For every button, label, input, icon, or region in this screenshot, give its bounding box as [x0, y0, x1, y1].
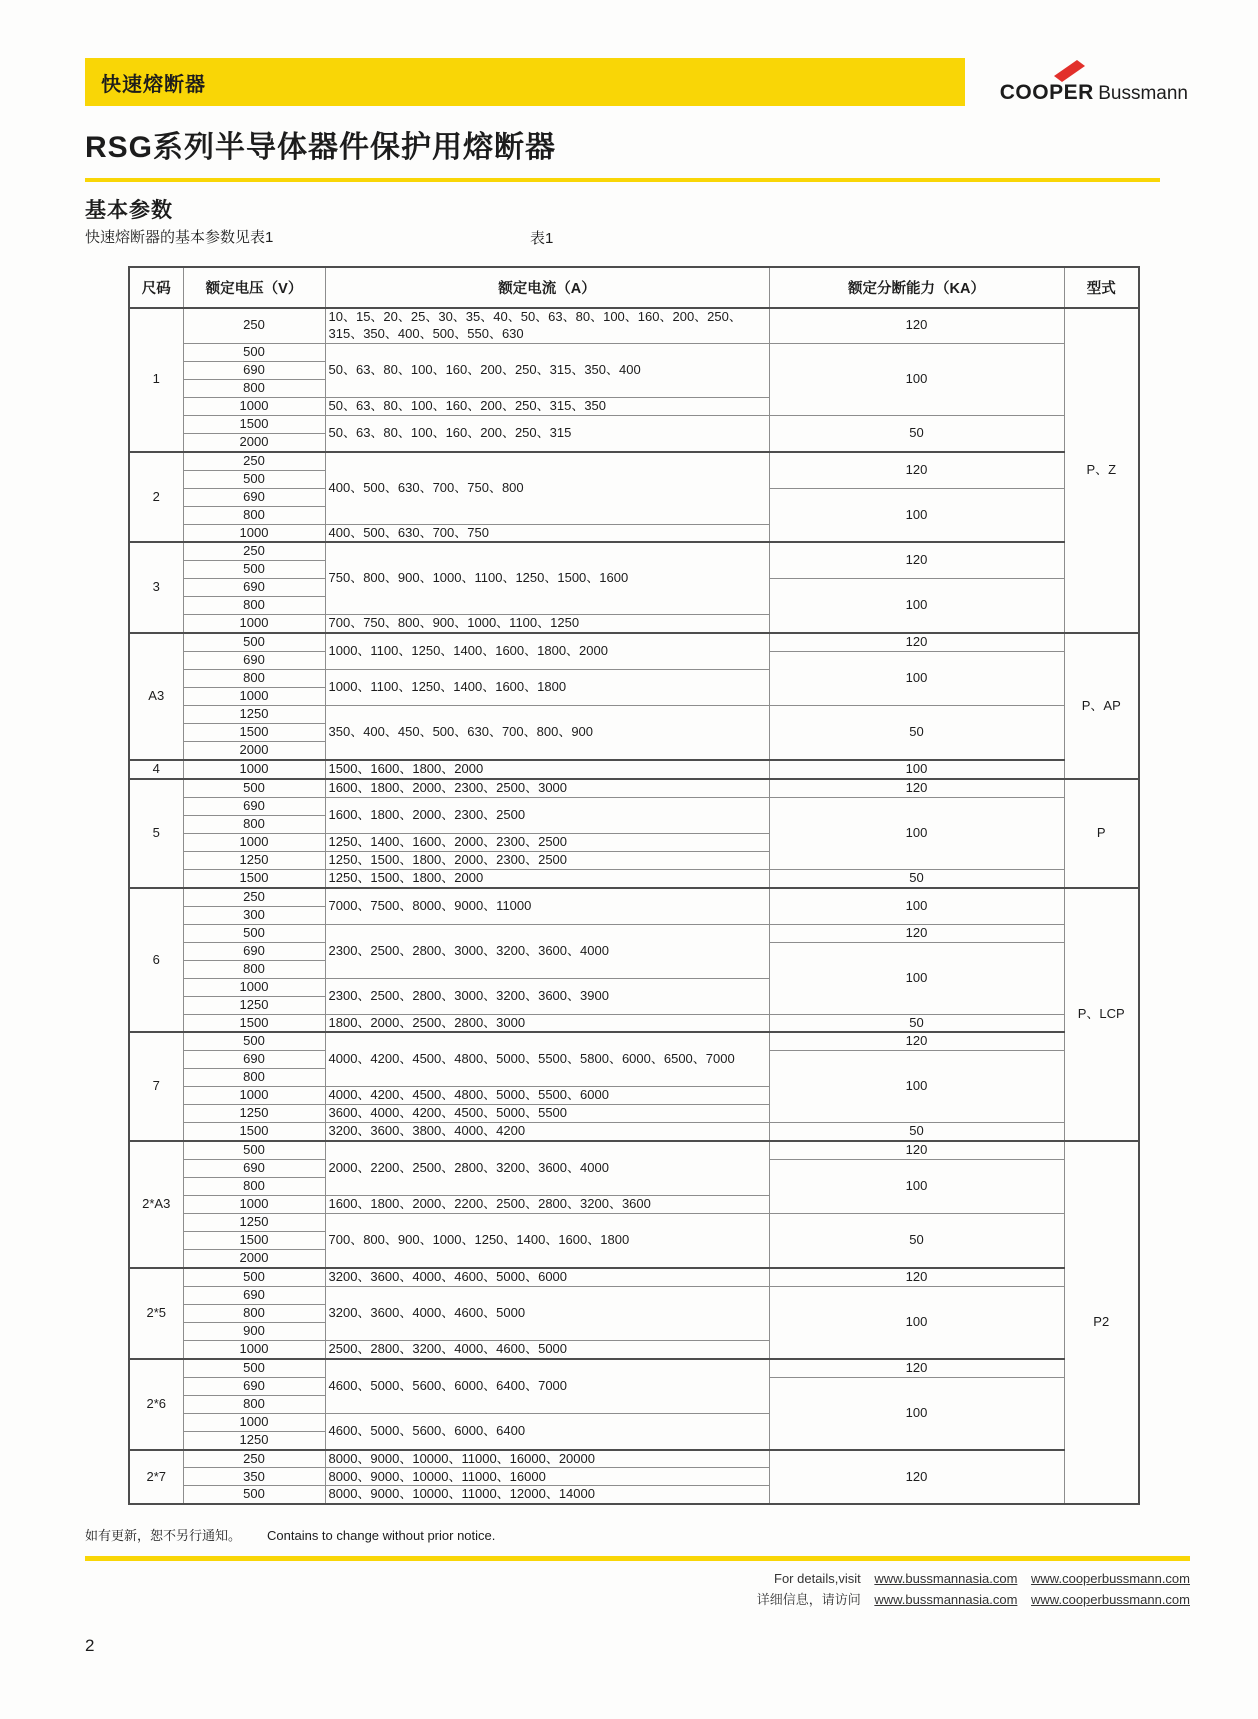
cell-v: 1000: [183, 524, 325, 542]
cell-v: 800: [183, 1395, 325, 1413]
cell-v: 800: [183, 1178, 325, 1196]
cell-v: 500: [183, 470, 325, 488]
cell-v: 1000: [183, 760, 325, 779]
cell-size: 2*A3: [129, 1141, 183, 1268]
cell-v: 690: [183, 797, 325, 815]
table-row: [129, 452, 1139, 470]
table-row: [129, 779, 1139, 797]
cell-v: 300: [183, 906, 325, 924]
cell-v: 800: [183, 960, 325, 978]
cell-size: 2*6: [129, 1359, 183, 1450]
cell-a: 1250、1400、1600、2000、2300、2500: [325, 833, 769, 851]
cell-v: 500: [183, 343, 325, 361]
cell-a: 1250、1500、1800、2000: [325, 869, 769, 887]
table-row: [129, 1286, 1139, 1304]
cell-type: P、AP: [1064, 633, 1139, 779]
cell-ka: 120: [769, 1032, 1064, 1050]
cell-v: 1500: [183, 415, 325, 433]
cell-v: 500: [183, 633, 325, 651]
cell-v: 690: [183, 1051, 325, 1069]
cell-a: 4000、4200、4500、4800、5000、5500、6000: [325, 1087, 769, 1105]
col-header-size: 尺码: [129, 267, 183, 308]
category-label: 快速熔断器: [101, 73, 206, 96]
cell-a: 8000、9000、10000、11000、12000、14000: [325, 1486, 769, 1504]
yellow-divider: [85, 178, 1160, 182]
cell-a: 2500、2800、3200、4000、4600、5000: [325, 1340, 769, 1358]
cell-a: 350、400、450、500、630、700、800、900: [325, 706, 769, 760]
cell-v: 250: [183, 542, 325, 560]
cell-v: 690: [183, 1377, 325, 1395]
cell-v: 690: [183, 1160, 325, 1178]
cell-size: 4: [129, 760, 183, 779]
table-row: [129, 760, 1139, 779]
table-row: [129, 633, 1139, 651]
cell-v: 800: [183, 379, 325, 397]
cell-v: 500: [183, 1032, 325, 1050]
cell-size: 2*5: [129, 1268, 183, 1359]
bussmannasia-link-zh[interactable]: www.bussmannasia.com: [874, 1591, 1018, 1607]
cell-size: 3: [129, 542, 183, 633]
table-row: [129, 1123, 1139, 1141]
details-prefix-zh: 详细信息，请访问: [756, 1591, 861, 1607]
footer-yellow-divider: [85, 1556, 1190, 1561]
cell-a: 4600、5000、5600、6000、6400: [325, 1413, 769, 1449]
cell-ka: 100: [769, 942, 1064, 1014]
section-heading: 基本参数: [85, 199, 173, 222]
cell-ka: 100: [769, 1377, 1064, 1449]
table-row: [129, 797, 1139, 815]
table-caption: 表1: [530, 230, 554, 247]
cell-size: 2: [129, 452, 183, 543]
cell-v: 1250: [183, 851, 325, 869]
cell-a: 50、63、80、100、160、200、250、315: [325, 415, 769, 451]
cell-v: 900: [183, 1322, 325, 1340]
category-banner: [85, 58, 965, 106]
cell-v: 1500: [183, 869, 325, 887]
cell-a: 2300、2500、2800、3000、3200、3600、4000: [325, 924, 769, 978]
cell-size: 2*7: [129, 1450, 183, 1505]
change-notice-zh: 如有更新，恕不另行通知。: [85, 1528, 242, 1544]
cell-ka: 120: [769, 308, 1064, 343]
cell-ka: 120: [769, 452, 1064, 488]
cell-ka: 100: [769, 343, 1064, 415]
cell-type: P、Z: [1064, 308, 1139, 633]
cell-ka: 120: [769, 542, 1064, 578]
cell-a: 3200、3600、3800、4000、4200: [325, 1123, 769, 1141]
cell-a: 8000、9000、10000、11000、16000、20000: [325, 1450, 769, 1468]
cell-v: 1500: [183, 1232, 325, 1250]
cell-a: 1000、1100、1250、1400、1600、1800、2000: [325, 633, 769, 669]
cell-v: 690: [183, 579, 325, 597]
table-row: [129, 343, 1139, 361]
cell-size: A3: [129, 633, 183, 760]
cell-ka: 100: [769, 797, 1064, 869]
cell-v: 800: [183, 597, 325, 615]
cell-ka: 100: [769, 888, 1064, 924]
logo-text: [1000, 81, 1188, 105]
cell-a: 1250、1500、1800、2000、2300、2500: [325, 851, 769, 869]
table-row: [129, 1268, 1139, 1286]
cell-v: 1000: [183, 1087, 325, 1105]
cell-v: 2000: [183, 742, 325, 760]
cell-v: 350: [183, 1468, 325, 1486]
cell-v: 1000: [183, 688, 325, 706]
cell-v: 1000: [183, 833, 325, 851]
cell-a: 4000、4200、4500、4800、5000、5500、5800、6000、6500、7000: [325, 1032, 769, 1086]
cell-v: 800: [183, 1069, 325, 1087]
change-notice: [85, 1525, 1190, 1544]
cell-a: 750、800、900、1000、1100、1250、1500、1600: [325, 542, 769, 614]
cell-v: 250: [183, 452, 325, 470]
cell-size: 7: [129, 1032, 183, 1141]
cell-v: 1000: [183, 1196, 325, 1214]
cell-ka: 120: [769, 1268, 1064, 1286]
cell-v: 690: [183, 361, 325, 379]
col-header-type: 型式: [1064, 267, 1139, 308]
cell-ka: 120: [769, 1359, 1064, 1377]
cell-v: 2000: [183, 1250, 325, 1268]
cell-a: 1500、1600、1800、2000: [325, 760, 769, 779]
cell-v: 500: [183, 779, 325, 797]
cell-v: 1250: [183, 1214, 325, 1232]
cell-v: 1250: [183, 1105, 325, 1123]
cell-a: 7000、7500、8000、9000、11000: [325, 888, 769, 924]
cell-v: 500: [183, 1359, 325, 1377]
footer-links-en: [85, 1569, 1190, 1589]
table-row: [129, 1214, 1139, 1232]
cooperbussmann-link[interactable]: www.cooperbussmann.com: [1031, 1571, 1190, 1587]
cell-ka: 100: [769, 488, 1064, 542]
table-body: [129, 308, 1139, 1504]
cell-ka: 100: [769, 760, 1064, 779]
cell-size: 5: [129, 779, 183, 888]
footer-links: [85, 1569, 1190, 1609]
cell-ka: 50: [769, 869, 1064, 887]
cell-v: 1000: [183, 978, 325, 996]
cooper-bussmann-logo: [1000, 60, 1188, 105]
cell-ka: 120: [769, 1141, 1064, 1159]
cell-a: 400、500、630、700、750、800: [325, 452, 769, 524]
cell-ka: 120: [769, 633, 1064, 651]
cell-a: 50、63、80、100、160、200、250、315、350、400: [325, 343, 769, 397]
table-header-row: [129, 267, 1139, 308]
cell-ka: 50: [769, 1214, 1064, 1268]
cell-a: 3600、4000、4200、4500、5000、5500: [325, 1105, 769, 1123]
col-header-current: 额定电流（A）: [325, 267, 769, 308]
cell-v: 800: [183, 1304, 325, 1322]
cell-a: 1600、1800、2000、2300、2500: [325, 797, 769, 833]
cell-a: 1600、1800、2000、2200、2500、2800、3200、3600: [325, 1196, 769, 1214]
cooperbussmann-link-zh[interactable]: www.cooperbussmann.com: [1031, 1591, 1190, 1607]
cell-v: 690: [183, 942, 325, 960]
table-row: [129, 542, 1139, 560]
cell-v: 800: [183, 815, 325, 833]
cell-v: 1250: [183, 706, 325, 724]
cell-v: 500: [183, 1486, 325, 1504]
cell-a: 2000、2200、2500、2800、3200、3600、4000: [325, 1141, 769, 1195]
cell-v: 690: [183, 488, 325, 506]
cell-v: 800: [183, 670, 325, 688]
cell-type: P、LCP: [1064, 888, 1139, 1142]
col-header-voltage: 额定电压（V）: [183, 267, 325, 308]
page-number: 2: [85, 1635, 95, 1655]
cell-ka: 100: [769, 652, 1064, 706]
section-subline: [85, 226, 1190, 246]
cell-a: 1600、1800、2000、2300、2500、3000: [325, 779, 769, 797]
table-row: [129, 1359, 1139, 1377]
cell-size: 1: [129, 308, 183, 452]
cell-ka: 120: [769, 924, 1064, 942]
cell-v: 1500: [183, 1014, 325, 1032]
table-row: [129, 924, 1139, 942]
parameters-table: [128, 266, 1140, 1505]
cell-v: 500: [183, 1268, 325, 1286]
logo-cooper: COOPER: [999, 81, 1094, 104]
cell-ka: 100: [769, 579, 1064, 633]
table-row: [129, 1032, 1139, 1050]
cell-v: 500: [183, 924, 325, 942]
section-subheading: 快速熔断器的基本参数见表1: [85, 229, 274, 246]
cell-v: 1000: [183, 1340, 325, 1358]
table-row: [129, 308, 1139, 343]
cell-v: 1000: [183, 615, 325, 633]
cell-v: 1250: [183, 1431, 325, 1449]
cell-ka: 100: [769, 1160, 1064, 1214]
cell-a: 10、15、20、25、30、35、40、50、63、80、100、160、200、250、315、350、400、500、550、630: [325, 308, 769, 343]
table-row: [129, 1450, 1139, 1468]
table-row: [129, 888, 1139, 906]
page-title: RSG系列半导体器件保护用熔断器: [85, 131, 557, 164]
table-row: [129, 1014, 1139, 1032]
footer-links-zh: [85, 1590, 1190, 1610]
cell-a: 8000、9000、10000、11000、16000: [325, 1468, 769, 1486]
cell-ka: 100: [769, 1286, 1064, 1358]
cell-a: 700、800、900、1000、1250、1400、1600、1800: [325, 1214, 769, 1268]
cell-v: 690: [183, 652, 325, 670]
table-row: [129, 415, 1139, 433]
cell-v: 1000: [183, 397, 325, 415]
cell-v: 1500: [183, 1123, 325, 1141]
cell-type: P2: [1064, 1141, 1139, 1504]
cell-a: 1000、1100、1250、1400、1600、1800: [325, 670, 769, 706]
change-notice-en: Contains to change without prior notice.: [267, 1528, 496, 1544]
details-prefix-en: For details,visit: [774, 1571, 861, 1587]
table-row: [129, 869, 1139, 887]
col-header-breaking-capacity: 额定分断能力（KA）: [769, 267, 1064, 308]
cell-v: 690: [183, 1286, 325, 1304]
cell-ka: 120: [769, 779, 1064, 797]
bussmannasia-link[interactable]: www.bussmannasia.com: [874, 1571, 1018, 1587]
cell-a: 700、750、800、900、1000、1100、1250: [325, 615, 769, 633]
table-row: [129, 706, 1139, 724]
cell-ka: 120: [769, 1450, 1064, 1505]
cell-type: P: [1064, 779, 1139, 888]
cell-ka: 50: [769, 1014, 1064, 1032]
cell-a: 4600、5000、5600、6000、6400、7000: [325, 1359, 769, 1413]
cell-v: 800: [183, 506, 325, 524]
cell-v: 500: [183, 1141, 325, 1159]
cell-a: 1800、2000、2500、2800、3000: [325, 1014, 769, 1032]
cell-size: 6: [129, 888, 183, 1033]
cell-ka: 50: [769, 1123, 1064, 1141]
cell-v: 500: [183, 561, 325, 579]
cell-v: 250: [183, 308, 325, 343]
cell-a: 3200、3600、4000、4600、5000、6000: [325, 1268, 769, 1286]
cell-ka: 50: [769, 415, 1064, 451]
cell-v: 250: [183, 1450, 325, 1468]
cell-a: 400、500、630、700、750: [325, 524, 769, 542]
cell-a: 2300、2500、2800、3000、3200、3600、3900: [325, 978, 769, 1014]
table-row: [129, 1141, 1139, 1159]
cell-ka: 100: [769, 1051, 1064, 1123]
cell-v: 250: [183, 888, 325, 906]
cell-v: 2000: [183, 433, 325, 451]
cell-v: 1500: [183, 724, 325, 742]
cell-a: 50、63、80、100、160、200、250、315、350: [325, 397, 769, 415]
cell-v: 1250: [183, 996, 325, 1014]
cell-v: 1000: [183, 1413, 325, 1431]
logo-bussmann-text: Bussmann: [1098, 83, 1188, 104]
cell-a: 3200、3600、4000、4600、5000: [325, 1286, 769, 1340]
cell-ka: 50: [769, 706, 1064, 760]
